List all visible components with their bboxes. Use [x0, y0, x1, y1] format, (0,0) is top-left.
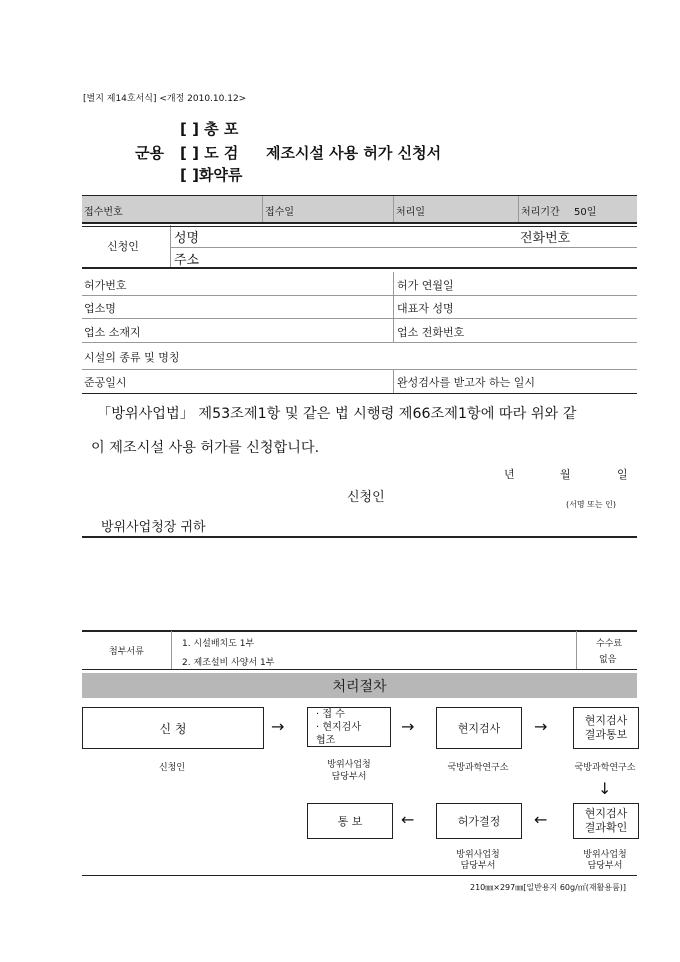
representative-label: 대표자 성명	[397, 302, 454, 315]
date-year-label: 년	[504, 468, 515, 481]
title-option-firearms[interactable]: [ ] 총 포	[180, 120, 239, 138]
statement-line-2: 이 제조시설 사용 허가를 신청합니다.	[91, 440, 320, 456]
step-receive-line-1: · 접 수	[316, 708, 345, 720]
business-name-label: 업소명	[84, 302, 116, 315]
process-period-label: 처리기간	[521, 207, 560, 218]
step-result-notify-line-1: 현지검사	[584, 714, 628, 727]
fee-label: 수수료	[596, 639, 623, 649]
caption-confirm-1: 방위사업청	[583, 850, 627, 860]
step-receive-line-2: · 현지검사	[316, 721, 361, 733]
attachments-label: 첨부서류	[109, 647, 144, 657]
flow-arrow-left-2: ←	[534, 810, 548, 829]
caption-lab-2: 국방과학연구소	[574, 763, 636, 773]
caption-decision-1: 방위사업청	[456, 850, 500, 860]
step-receive-line-3: 협조	[316, 734, 336, 746]
flow-arrow-left-1: ←	[401, 810, 415, 829]
form-reference: [별지 제14호서식] <개정 2010.10.12>	[83, 94, 247, 104]
step-apply: 신 청	[82, 707, 264, 749]
caption-dapa-2: 담당부서	[331, 772, 367, 782]
document-title: 제조시설 사용 허가 신청서	[266, 144, 442, 162]
step-result-notify-line-2: 결과통보	[584, 728, 628, 741]
date-month-label: 월	[560, 468, 571, 481]
signature-note: (서명 또는 인)	[566, 500, 616, 509]
fee-value: 없음	[599, 655, 617, 665]
completion-date-label: 준공일시	[84, 376, 127, 389]
applicant-sign-label: 신청인	[347, 490, 385, 505]
statement-line-1: 「방위사업법」 제53조제1항 및 같은 법 시행령 제66조제1항에 따라 위와 같	[97, 406, 577, 422]
step-site-inspection: 현지검사	[436, 707, 522, 749]
step-receive	[307, 707, 391, 747]
step-final-notify: 통 보	[307, 803, 393, 839]
flow-arrow-right-1: →	[271, 717, 285, 736]
step-result-notify	[573, 707, 639, 749]
caption-lab: 국방과학연구소	[447, 763, 509, 773]
title-option-swords[interactable]: [ ] 도 검	[180, 144, 239, 162]
applicant-address-label: 주소	[174, 253, 200, 268]
receipt-date-label: 접수일	[265, 207, 294, 218]
procedure-title: 처리절차	[82, 673, 637, 698]
caption-confirm-2: 담당부서	[587, 861, 623, 871]
title-prefix: 군용	[135, 144, 164, 162]
business-phone-label: 업소 전화번호	[397, 326, 465, 339]
addressee: 방위사업청장 귀하	[101, 520, 206, 535]
process-period-value: 50일	[574, 207, 597, 218]
applicant-label: 신청인	[107, 240, 139, 253]
step-result-confirm	[573, 803, 639, 839]
business-location-label: 업소 소재지	[84, 326, 141, 339]
applicant-name-label: 성명	[174, 231, 200, 246]
permit-date-label: 허가 연월일	[397, 279, 454, 292]
flow-arrow-down: ↓	[598, 779, 612, 798]
caption-decision-2: 담당부서	[460, 861, 496, 871]
inspection-date-label: 완성검사를 받고자 하는 일시	[397, 376, 536, 389]
step-permit-decision: 허가결정	[436, 803, 522, 839]
step-result-confirm-line-2: 결과확인	[584, 821, 628, 834]
step-result-confirm-line-1: 현지검사	[584, 807, 628, 820]
attachment-item-2: 2. 제조설비 사양서 1부	[182, 658, 275, 668]
process-date-label: 처리일	[396, 207, 425, 218]
caption-applicant: 신청인	[158, 763, 186, 773]
facility-type-label: 시설의 종류 및 명칭	[84, 351, 180, 364]
title-option-explosives[interactable]: [ ]화약류	[180, 166, 243, 184]
receipt-number-label: 접수번호	[84, 207, 123, 218]
flow-arrow-right-3: →	[534, 717, 548, 736]
attachment-item-1: 1. 시설배치도 1부	[182, 639, 255, 649]
applicant-phone-label: 전화번호	[520, 231, 571, 246]
caption-dapa-1: 방위사업청	[327, 760, 371, 770]
flow-arrow-right-2: →	[401, 717, 415, 736]
permit-number-label: 허가번호	[84, 279, 127, 292]
date-day-label: 일	[617, 468, 628, 481]
paper-spec: 210㎜×297㎜[일반용지 60g/㎡(재활용품)]	[470, 883, 627, 892]
